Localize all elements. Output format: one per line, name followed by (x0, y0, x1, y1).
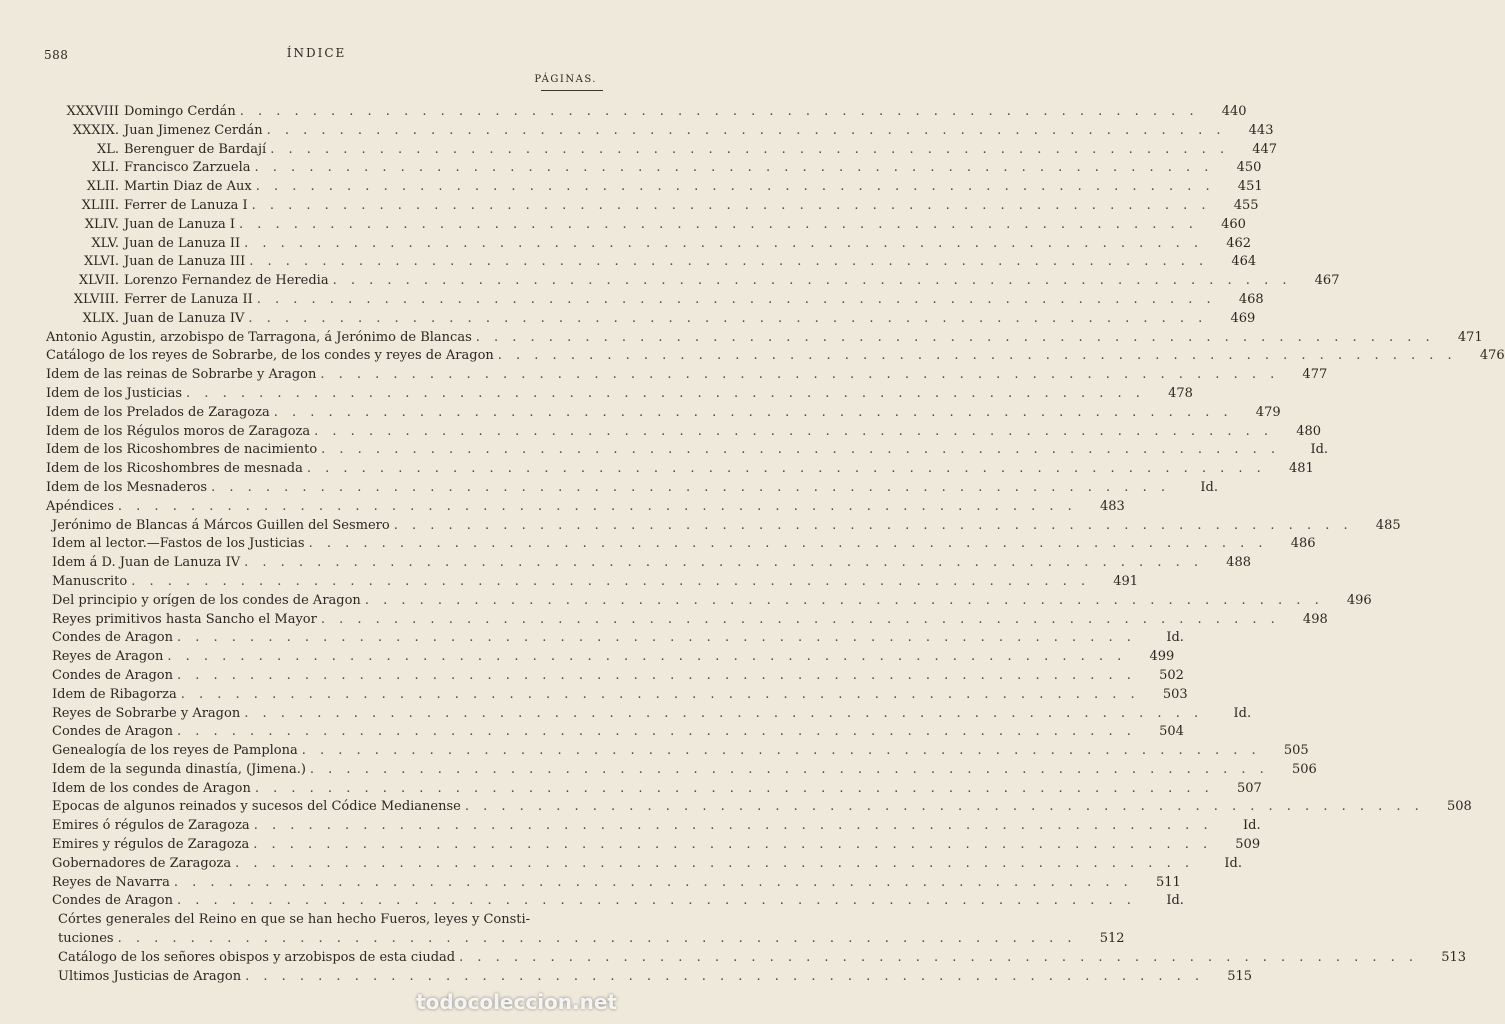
entry-title: Idem de los Justicias (46, 385, 183, 401)
running-head: ÍNDICE (286, 46, 347, 60)
entry-title: tuciones (58, 931, 114, 947)
entry-title: Juan de Lanuza I (124, 216, 235, 232)
page-reference: 513 (1441, 949, 1467, 965)
page-reference: 477 (1302, 367, 1328, 383)
dot-leader (207, 479, 1174, 498)
entry-title: Idem al lector.—Fastos de los Justicias (52, 536, 305, 552)
toc-entry (36, 817, 1261, 836)
entry-title: Epocas de algunos reinados y sucesos del Códice Medianense (52, 799, 461, 815)
heading-rule (541, 90, 603, 91)
toc-entry (36, 855, 1242, 874)
chapter-number: XLIV. (84, 216, 119, 232)
entry-title: Idem de los Mesnaderos (46, 479, 208, 495)
chapter-number: XXXVIII (66, 104, 119, 119)
entry-title: Francisco Zarzuela (124, 160, 251, 176)
toc-entry (36, 441, 1329, 460)
toc-entry (36, 611, 1328, 630)
entry-title: Ferrer de Lanuza I (124, 197, 248, 213)
dot-leader (240, 235, 1207, 254)
dot-leader (306, 761, 1273, 780)
page-reference: Id. (1243, 818, 1261, 834)
dot-leader (251, 780, 1218, 799)
entry-title: Emires ó régulos de Zaragoza (52, 818, 250, 834)
page-reference: 464 (1231, 254, 1257, 270)
entry-title: Berenguer de Bardají (124, 141, 267, 157)
toc-entry (36, 460, 1314, 479)
entry-title: Juan de Lanuza IV (124, 310, 245, 326)
page-reference: 488 (1226, 555, 1251, 571)
chapter-number: XLI. (91, 160, 119, 176)
dot-leader (270, 404, 1237, 423)
page-reference: 468 (1238, 291, 1264, 307)
toc-entry (36, 892, 1184, 911)
entry-title: Gobernadores de Zaragoza (52, 855, 232, 871)
entry-title: Idem de los Régulos moros de Zaragoza (46, 423, 311, 439)
dot-leader (177, 686, 1144, 705)
toc-entry (36, 629, 1184, 648)
entry-title: Del principio y orígen de los condes de Aragon (52, 592, 361, 608)
entry-title: Idem de los Ricoshombres de mesnada (46, 461, 303, 477)
dot-leader (245, 253, 1212, 272)
page-reference: 471 (1457, 329, 1483, 345)
page-reference: 450 (1236, 160, 1262, 176)
dot-leader (253, 291, 1220, 310)
entry-title: Idem de las reinas de Sobrarbe y Aragon (46, 367, 317, 383)
dot-leader (361, 592, 1328, 611)
page-reference: Id. (1200, 479, 1218, 495)
toc-entry (36, 385, 1193, 404)
page-reference: 479 (1255, 404, 1281, 420)
dot-leader (244, 310, 1211, 329)
page-reference: 478 (1168, 385, 1193, 401)
toc-entry (36, 836, 1261, 855)
dot-leader (263, 122, 1230, 141)
entry-title: Condes de Aragon (52, 667, 173, 683)
page-reference: 480 (1296, 423, 1322, 439)
dot-leader (317, 611, 1284, 630)
chapter-number: XLIX. (82, 310, 119, 326)
dot-leader (114, 498, 1081, 517)
dot-leader (494, 347, 1461, 366)
dot-leader (298, 742, 1265, 761)
toc-entry (36, 291, 1264, 310)
dot-leader (170, 874, 1137, 893)
page-reference: 498 (1302, 611, 1328, 627)
toc-entry (36, 253, 1257, 272)
chapter-number: XLIII. (81, 197, 119, 213)
page-reference: Id. (1166, 630, 1184, 646)
page-reference: 505 (1283, 743, 1309, 759)
toc-entry (36, 554, 1251, 573)
toc-entry (36, 573, 1139, 592)
toc-entry (36, 479, 1218, 498)
dot-leader (310, 423, 1277, 442)
page-reference: 443 (1248, 122, 1274, 138)
chapter-number: XLV. (91, 235, 119, 251)
dot-leader (390, 517, 1357, 536)
page-reference: 476 (1479, 348, 1505, 364)
dot-leader (231, 855, 1198, 874)
entry-title: Martin Diaz de Aux (124, 179, 252, 195)
entry-title: Idem de los Prelados de Zaragoza (46, 404, 270, 420)
entry-title-line: Córtes generales del Reino en que se han hecho Fueros, leyes y Consti- (58, 912, 531, 928)
toc-entry (36, 667, 1184, 686)
entry-title: Condes de Aragon (52, 893, 173, 909)
page-reference: 481 (1288, 461, 1314, 477)
toc-entry (36, 535, 1316, 554)
toc-entry (36, 705, 1252, 724)
entry-title: Ferrer de Lanuza II (124, 291, 253, 307)
toc-entry (36, 930, 1125, 949)
entry-title: Juan Jimenez Cerdán (124, 122, 263, 138)
toc-entry (36, 648, 1175, 667)
page-reference: 499 (1149, 649, 1175, 665)
dot-leader (236, 103, 1203, 122)
page-reference: Id. (1233, 705, 1252, 721)
toc-entry (36, 347, 1505, 366)
toc-entry (36, 141, 1278, 160)
toc-entry (36, 272, 1340, 291)
dot-leader (114, 930, 1081, 949)
dot-leader (317, 441, 1284, 460)
page-reference: 496 (1346, 592, 1372, 608)
page-reference: Id. (1166, 893, 1184, 909)
dot-leader (173, 629, 1140, 648)
entry-title: Ultimos Justicias de Aragon (58, 968, 242, 984)
page-reference: 469 (1230, 310, 1256, 326)
dot-leader (303, 460, 1270, 479)
toc-entry (36, 103, 1247, 122)
page-reference: 503 (1162, 686, 1188, 702)
page-reference: 509 (1235, 837, 1261, 853)
toc-entry (36, 310, 1256, 329)
dot-leader (316, 366, 1283, 385)
toc-entry (36, 498, 1125, 517)
toc-entry (36, 178, 1263, 197)
dot-leader (249, 836, 1216, 855)
page-reference: 515 (1227, 968, 1253, 984)
page-reference: 460 (1221, 216, 1246, 232)
chapter-number: XLVII. (78, 273, 119, 289)
page-reference: 502 (1159, 667, 1184, 683)
dot-leader (252, 178, 1219, 197)
dot-leader (248, 197, 1215, 216)
dot-leader (455, 949, 1422, 968)
toc-entry (36, 780, 1262, 799)
entry-title: Catálogo de los señores obispos y arzobispos de esta ciudad (58, 949, 456, 965)
page-reference: 486 (1290, 536, 1316, 552)
entry-title: Antonio Agustin, arzobispo de Tarragona, á Jerónimo de Blancas (46, 329, 472, 345)
page-reference: 511 (1155, 874, 1181, 890)
entry-title: Condes de Aragon (52, 724, 173, 740)
entry-title: Reyes primitivos hasta Sancho el Mayor (52, 611, 317, 627)
toc-entry (36, 366, 1328, 385)
toc-entry (36, 686, 1188, 705)
entry-title: Apéndices (46, 498, 114, 514)
chapter-number: XXXIX. (72, 122, 119, 138)
page-reference: Id. (1310, 442, 1329, 458)
page-reference: 447 (1252, 141, 1278, 157)
dot-leader (235, 216, 1202, 235)
page-reference: 485 (1375, 517, 1401, 533)
entry-title: Reyes de Navarra (52, 874, 170, 890)
toc-entry (36, 517, 1401, 536)
page-reference: 507 (1236, 780, 1262, 796)
toc-entry (36, 423, 1322, 442)
entry-title: Idem á D. Juan de Lanuza IV (52, 555, 241, 571)
column-heading: PÁGINAS. (534, 74, 597, 85)
toc-entry (36, 723, 1184, 742)
toc-entry (36, 798, 1472, 817)
toc-entry (36, 122, 1274, 141)
toc-entry (36, 592, 1372, 611)
dot-leader (329, 272, 1296, 291)
entry-title: Idem de la segunda dinastía, (Jimena.) (52, 761, 306, 777)
page-reference: 455 (1233, 197, 1259, 213)
page-reference: 506 (1291, 761, 1317, 777)
dot-leader (251, 159, 1218, 178)
page-reference: 512 (1099, 931, 1125, 947)
page-number: 588 (44, 48, 69, 62)
page-reference: 467 (1314, 273, 1340, 289)
entry-title: Reyes de Aragon (52, 649, 164, 665)
toc-entry (36, 968, 1253, 987)
dot-leader (127, 573, 1094, 592)
page-reference: 491 (1113, 573, 1139, 589)
toc-entry (36, 949, 1467, 968)
dot-leader (163, 648, 1130, 667)
toc-entry (36, 742, 1309, 761)
chapter-number: XLII. (86, 179, 119, 195)
entry-title: Catálogo de los reyes de Sobrarbe, de los condes y reyes de Aragon (46, 348, 494, 364)
page-reference: 440 (1221, 104, 1247, 119)
page-reference: 504 (1159, 724, 1184, 740)
page-reference: 508 (1446, 799, 1472, 815)
dot-leader (240, 705, 1207, 724)
page-reference: 462 (1226, 235, 1252, 251)
toc-entry (36, 874, 1181, 893)
entry-title: Reyes de Sobrarbe y Aragon (52, 705, 241, 721)
toc-entry (36, 216, 1246, 235)
entry-title: Jerónimo de Blancas á Márcos Guillen del Sesmero (52, 517, 390, 533)
dot-leader (266, 141, 1233, 160)
chapter-number: XL. (96, 141, 119, 157)
entry-title: Juan de Lanuza III (124, 254, 246, 270)
dot-leader (472, 329, 1439, 348)
entry-title: Emires y régulos de Zaragoza (52, 837, 250, 853)
toc-entry (36, 197, 1259, 216)
dot-leader (305, 535, 1272, 554)
dot-leader (173, 892, 1140, 911)
toc-entry (36, 329, 1483, 348)
dot-leader (182, 385, 1149, 404)
toc-entry (36, 404, 1281, 423)
chapter-number: XLVIII. (73, 291, 119, 307)
entry-title: Juan de Lanuza II (124, 235, 241, 251)
dot-leader (250, 817, 1217, 836)
watermark: todocoleccion.net (416, 990, 617, 1014)
dot-leader (173, 667, 1140, 686)
entry-title: Domingo Cerdán (124, 104, 236, 119)
entry-title: Condes de Aragon (52, 630, 173, 646)
toc-entry (36, 235, 1252, 254)
entry-title: Idem de Ribagorza (52, 686, 177, 702)
entry-title: Manuscrito (52, 573, 128, 589)
chapter-number: XLVI. (83, 254, 119, 270)
table-of-contents (36, 103, 1505, 986)
toc-entry (36, 159, 1262, 178)
dot-leader (461, 798, 1428, 817)
dot-leader (240, 554, 1207, 573)
entry-title: Idem de los condes de Aragon (52, 780, 251, 796)
page-reference: 451 (1237, 179, 1263, 195)
dot-leader (241, 968, 1208, 987)
entry-title: Idem de los Ricoshombres de nacimiento (46, 442, 318, 458)
toc-entry (36, 761, 1317, 780)
dot-leader (173, 723, 1140, 742)
page-reference: Id. (1224, 855, 1242, 871)
entry-title: Genealogía de los reyes de Pamplona (52, 743, 298, 759)
page-reference: 483 (1099, 498, 1125, 514)
entry-title: Lorenzo Fernandez de Heredia (124, 273, 329, 289)
